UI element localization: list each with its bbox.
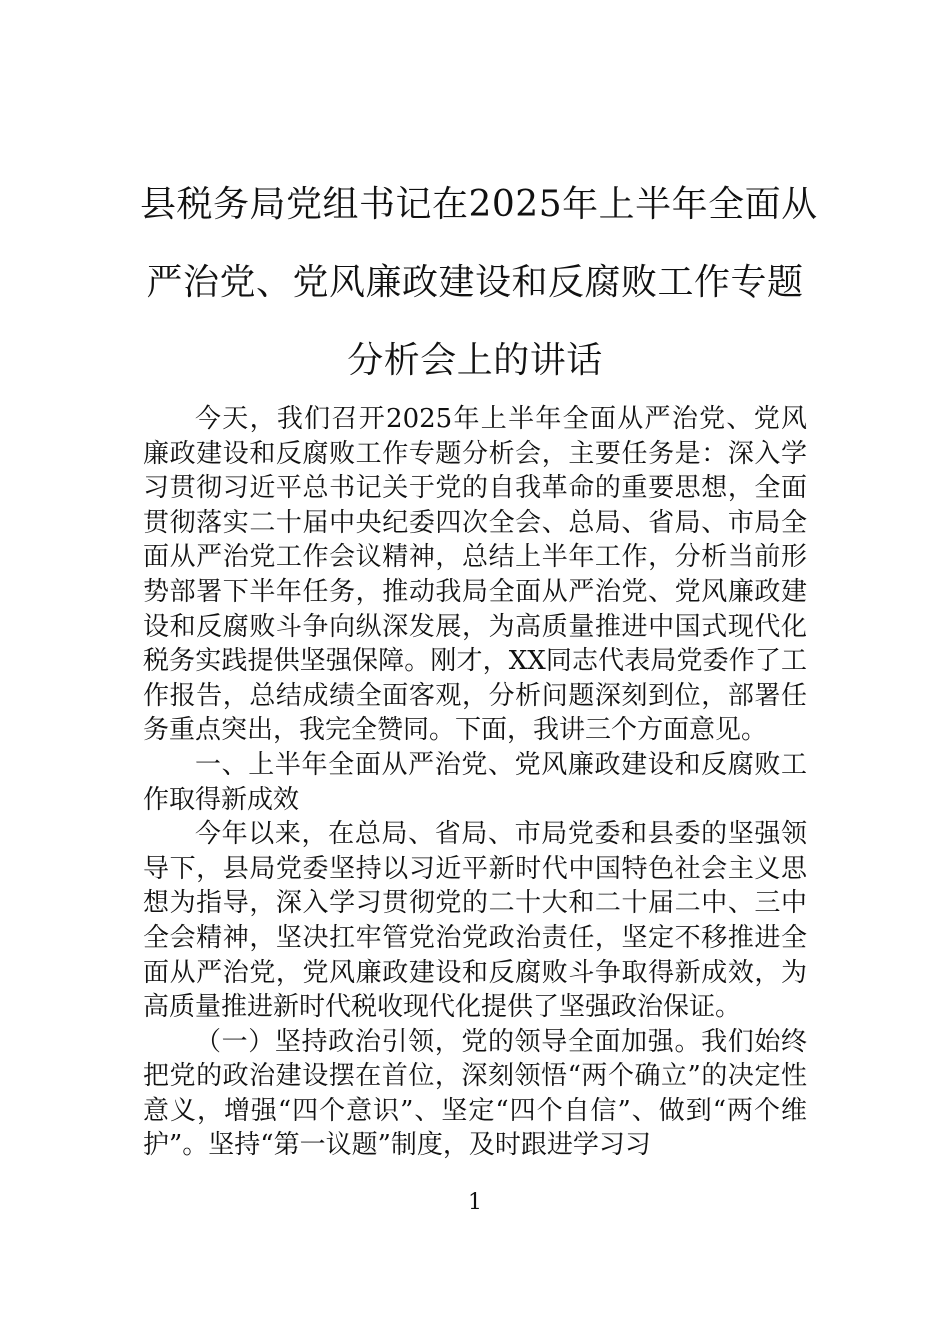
paragraph-opening: 今天，我们召开2025年上半年全面从严治党、党风廉政建设和反腐败工作专题分析会，主要任务是：深入学习贯彻习近平总书记关于党的自我革命的重要思想，全面贯彻落实二十届中央纪委四次全会、总局、省局、市局全面从严治党工作会议精神，总结上半年工作，分析当前形势部署下半年任务，推动我局全面从严治党、党风廉政建设和反腐败斗争向纵深发展，为高质量推进中国式现代化税务实践提供坚强保障。刚才，XX同志代表局党委作了工作报告，总结成绩全面客观，分析问题深刻到位，部署任务重点突出，我完全赞同。下面，我讲三个方面意见。 <box>143 404 807 746</box>
title-line: 分析会上的讲话 <box>347 340 603 381</box>
title-line: 县税务局党组书记在2025年上半年全面从 <box>140 184 818 225</box>
page-number: 1 <box>468 1190 482 1215</box>
title-line: 严治党、党风廉政建设和反腐败工作专题 <box>146 262 804 303</box>
paragraph-political-leadership: （一）坚持政治引领，党的领导全面加强。我们始终把党的政治建设摆在首位，深刻领悟“两个确立”的决定性意义，增强“四个意识”、坚定“四个自信”、做到“两个维护”。坚持“第一议题”制度，及时跟进学习习 <box>143 1026 807 1161</box>
document-title <box>140 166 818 400</box>
paragraph-achievements: 今年以来，在总局、省局、市局党委和县委的坚强领导下，县局党委坚持以习近平新时代中国特色社会主义思想为指导，深入学习贯彻党的二十大和二十届二中、三中全会精神，坚决扛牢管党治党政治责任，坚定不移推进全面从严治党，党风廉政建设和反腐败斗争取得新成效，为高质量推进新时代税收现代化提供了坚强政治保证。 <box>143 819 807 1023</box>
section-heading-one: 一、上半年全面从严治党、党风廉政建设和反腐败工作取得新成效 <box>143 749 807 815</box>
document-body <box>143 402 807 1163</box>
